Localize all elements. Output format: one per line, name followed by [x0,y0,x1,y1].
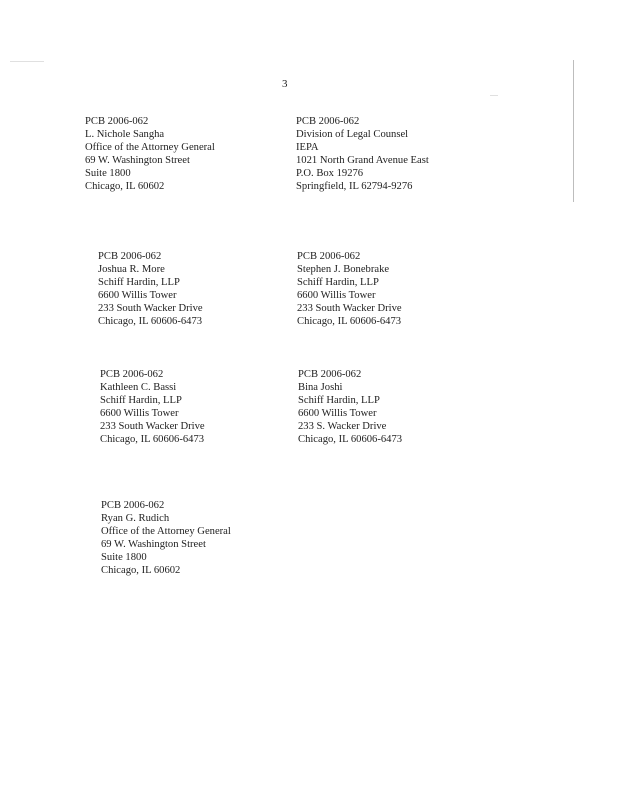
division: Division of Legal Counsel [296,129,409,140]
recipient-name: L. Nichole Sangha [85,129,165,140]
address-block-rudich [101,499,231,577]
po-box: P.O. Box 19276 [296,168,364,179]
case-number: PCB 2006-062 [297,251,361,262]
organization: Schiff Hardin, LLP [298,395,380,406]
case-number: PCB 2006-062 [98,251,162,262]
address-block-sangha [85,115,215,193]
case-number: PCB 2006-062 [296,116,360,127]
page-number: 3 [282,78,288,90]
scan-mark [10,61,44,62]
organization: Schiff Hardin, LLP [297,277,379,288]
suite: Suite 1800 [85,168,131,179]
organization: IEPA [296,142,319,153]
building: 6600 Willis Tower [298,408,377,419]
street-address: 233 South Wacker Drive [98,303,203,314]
case-number: PCB 2006-062 [85,116,149,127]
street-address: 233 South Wacker Drive [297,303,402,314]
street-address: 69 W. Washington Street [101,539,206,550]
recipient-name: Stephen J. Bonebrake [297,264,390,275]
street-address: 233 South Wacker Drive [100,421,205,432]
address-block-iepa [296,115,429,193]
address-block-more [98,250,203,328]
recipient-name: Bina Joshi [298,382,343,393]
city-state-zip: Chicago, IL 60606-6473 [100,434,205,445]
city-state-zip: Chicago, IL 60606-6473 [98,316,203,327]
building: 6600 Willis Tower [98,290,177,301]
city-state-zip: Chicago, IL 60606-6473 [298,434,403,445]
address-block-bonebrake [297,250,402,328]
case-number: PCB 2006-062 [101,500,165,511]
organization: Office of the Attorney General [85,142,215,153]
city-state-zip: Chicago, IL 60606-6473 [297,316,402,327]
address-block-bassi [100,368,205,446]
case-number: PCB 2006-062 [100,369,164,380]
recipient-name: Kathleen C. Bassi [100,382,177,393]
city-state-zip: Chicago, IL 60602 [101,565,181,576]
suite: Suite 1800 [101,552,147,563]
organization: Schiff Hardin, LLP [98,277,180,288]
recipient-name: Ryan G. Rudich [101,513,170,524]
organization: Schiff Hardin, LLP [100,395,182,406]
building: 6600 Willis Tower [297,290,376,301]
street-address: 69 W. Washington Street [85,155,190,166]
organization: Office of the Attorney General [101,526,231,537]
building: 6600 Willis Tower [100,408,179,419]
street-address: 233 S. Wacker Drive [298,421,387,432]
street-address: 1021 North Grand Avenue East [296,155,429,166]
address-block-joshi [298,368,402,446]
case-number: PCB 2006-062 [298,369,362,380]
city-state-zip: Chicago, IL 60602 [85,181,165,192]
recipient-name: Joshua R. More [98,264,165,275]
scan-edge-line [573,60,574,202]
scan-mark [490,95,498,96]
city-state-zip: Springfield, IL 62794-9276 [296,181,413,192]
